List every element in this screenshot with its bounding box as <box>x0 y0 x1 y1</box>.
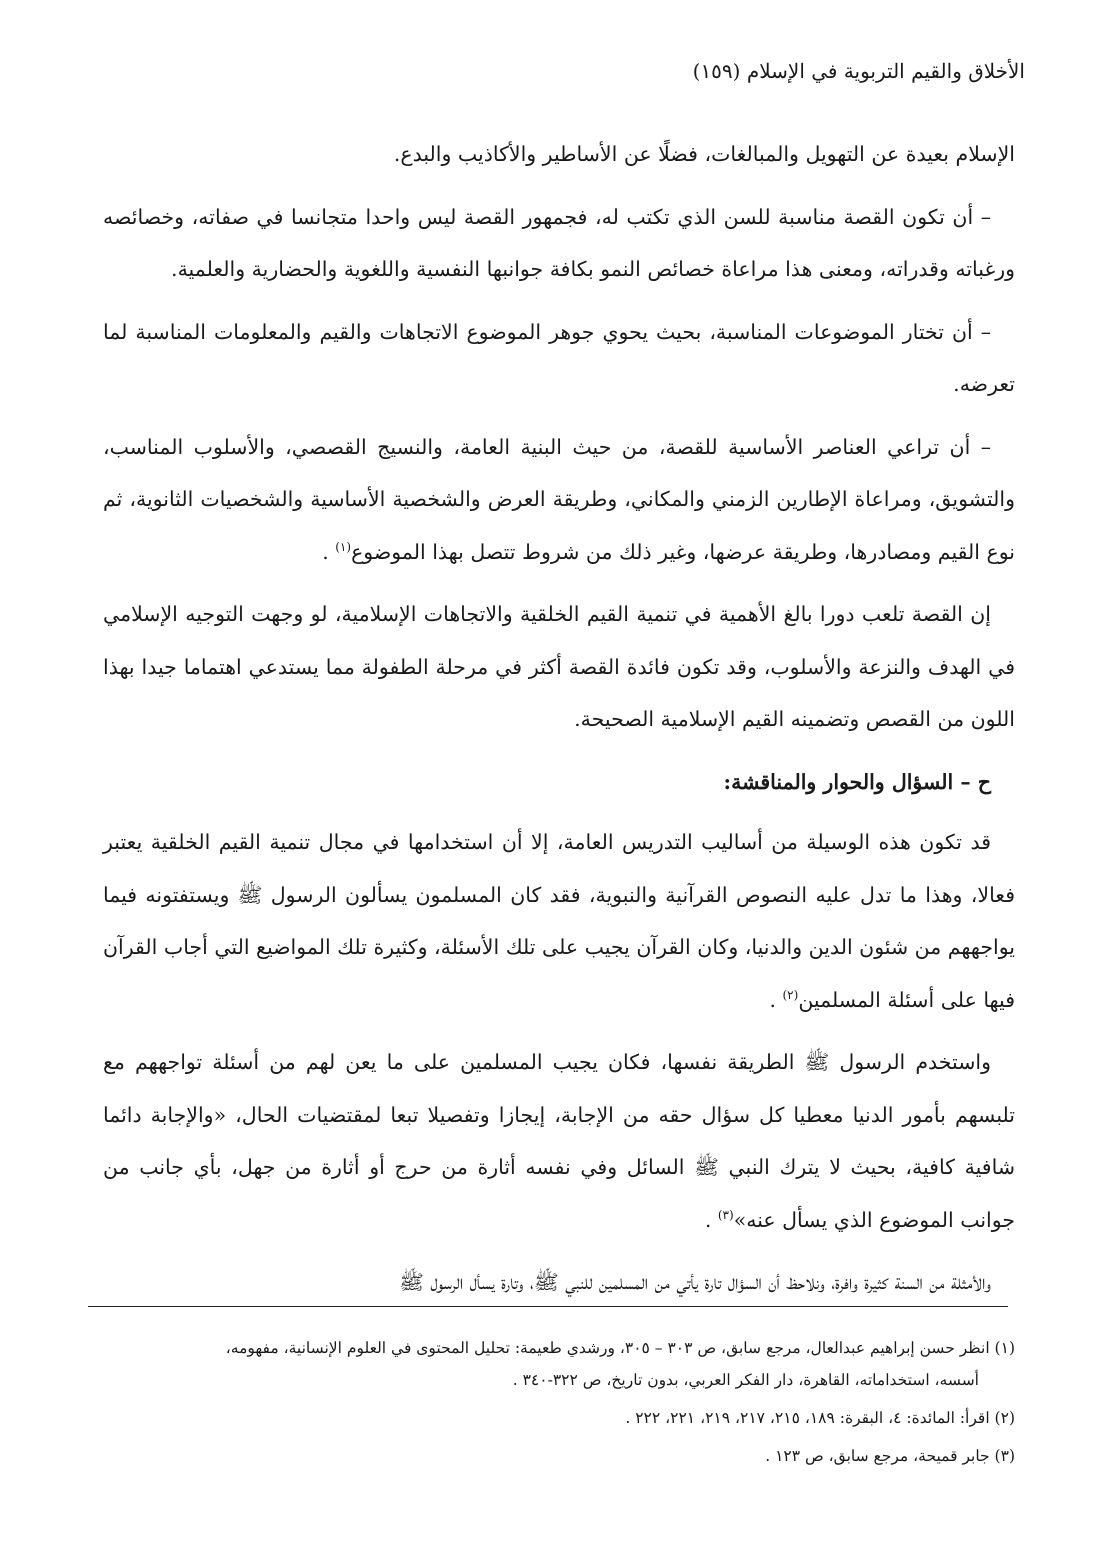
paragraph-6-end: . <box>769 987 783 1012</box>
paragraph-4-end: . <box>322 539 336 564</box>
footnote-3: (٣) جابر قميحة، مرجع سابق، ص ١٢٣ . <box>765 1447 1015 1465</box>
paragraph-3: – أن تختار الموضوعات المناسبة، بحيث يحوي جوهر الموضوع الاتجاهات والقيم والمعلومات المناسبة لما تعرضه. <box>103 319 1015 396</box>
footnote-ref-1: (١) <box>335 539 352 554</box>
body-text <box>103 128 1015 1319</box>
paragraph-6-text: قد تكون هذه الوسيلة من أساليب التدريس العامة، إلا أن استخدامها في مجال تنمية القيم الخلقية يعتبر فعالا، وهذا ما تدل عليه النصوص القرآنية والنبوية، فقد كان المسلمون يسألون الرسول ﷺ ويستفتونه فيما يواجههم من شئون الدين والدنيا، وكان القرآن يجيب على تلك الأسئلة، وكثيرة تلك المواضيع التي أجاب القرآن فيها على أسئلة المسلمين <box>103 830 1015 1012</box>
running-header: الأخلاق والقيم التربوية في الإسلام (١٥٩) <box>692 59 1025 83</box>
footnote-ref-2: (٢) <box>782 987 799 1002</box>
paragraph-6 <box>103 816 1015 1026</box>
footnote-1: (١) انظر حسن إبراهيم عبدالعال، مرجع سابق، ص ٣٠٣ – ٣٠٥، ورشدي طعيمة: تحليل المحتوى في العلوم الإنسانية، مفهومه، <box>225 1339 1015 1357</box>
paragraph-7-text: واستخدم الرسول ﷺ الطريقة نفسها، فكان يجيب المسلمين على ما يعن لهم من أسئلة تواجههم مع تلبسهم بأمور الدنيا معطيا كل سؤال حقه من الإجابة، إيجازا وتفصيلا تبعا لمقتضيات الحال، «والإجابة دائما شافية كافية، بحيث لا يترك النبي ﷺ السائل وفي نفسه أثارة من حرج أو أثارة من جهل، بأي جانب من جوانب الموضوع الذي يسأل عنه» <box>103 1050 1015 1232</box>
paragraph-4-text: – أن تراعي العناصر الأساسية للقصة، من حيث البنية العامة، والنسيج القصصي، والأسلوب المناسب، والتشويق، ومراعاة الإطارين الزمني والمكاني، وطريقة العرض والشخصية الأساسية والشخصيات الثانوية، ثم نوع القيم ومصادرها، وطريقة عرضها، وغير ذلك من شروط تتصل بهذا الموضوع <box>103 434 1015 564</box>
footnote-1-continued: أسسه، استخداماته، القاهرة، دار الفكر العربي، بدون تاريخ، ص ٣٢٢-٣٤٠ . <box>512 1371 979 1389</box>
paragraph-1: الإسلام بعيدة عن التهويل والمبالغات، فضلًا عن الأساطير والأكاذيب والبدع. <box>393 142 1015 166</box>
section-subheading: ح – السؤال والحوار والمناقشة: <box>723 769 991 794</box>
footnote-ref-3: (٣) <box>717 1207 734 1222</box>
paragraph-7 <box>103 1036 1015 1246</box>
footnote-divider <box>88 1306 1008 1307</box>
paragraph-2: – أن تكون القصة مناسبة للسن الذي تكتب له، فجمهور القصة ليس واحدا متجانسا في صفاته، وخصائصه ورغباته وقدراته، ومعنى هذا مراعاة خصائص النمو بكافة جوانبها النفسية واللغوية والحضارية والعلمية. <box>103 204 1015 281</box>
footnotes <box>95 1332 1015 1478</box>
paragraph-7-end: . <box>704 1207 718 1232</box>
paragraph-8: والأمثلة من السنة كثيرة وافرة، ونلاحظ أن السؤال تارة يأتي من المسلمين للنبي ﷺ، وتارة يسأل الرسول ﷺ <box>399 1270 991 1294</box>
paragraph-5: إن القصة تلعب دورا بالغ الأهمية في تنمية القيم الخلقية والاتجاهات الإسلامية، لو وجهت التوجيه الإسلامي في الهدف والنزعة والأسلوب، وقد تكون فائدة القصة أكثر في مرحلة الطفولة مما يستدعي اهتماما جيدا بهذا اللون من القصص وتضمينه القيم الإسلامية الصحيحة. <box>103 602 1015 731</box>
paragraph-4 <box>103 421 1015 579</box>
footnote-2: (٢) اقرأ: المائدة: ٤، البقرة: ١٨٩، ٢١٥، ٢١٧، ٢١٩، ٢٢١، ٢٢٢ . <box>625 1409 1015 1427</box>
